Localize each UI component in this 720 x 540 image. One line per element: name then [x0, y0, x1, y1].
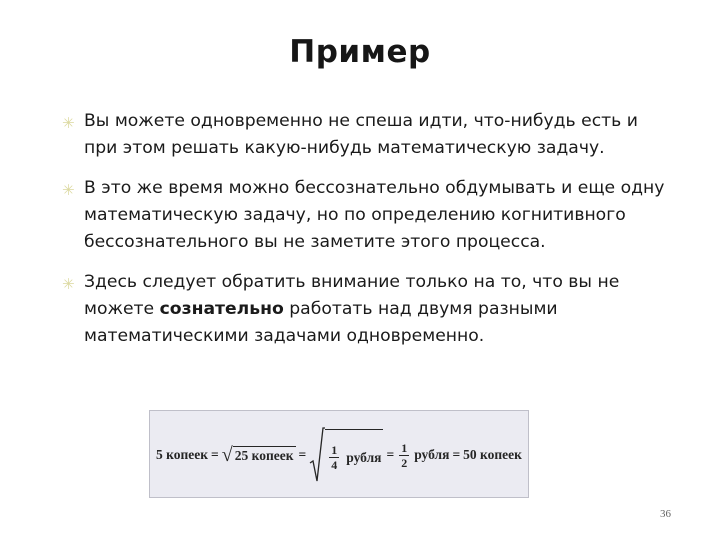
formula-equals: = [298, 447, 307, 462]
formula-term-5-kopeek: 5 копеек [156, 447, 209, 462]
formula-equals: = [386, 447, 395, 462]
sqrt-symbol: √ [221, 443, 233, 466]
page-number: 36 [660, 508, 671, 520]
formula-equals: = [452, 447, 461, 462]
formula-image [149, 410, 529, 498]
fraction-one-quarter: $\frac{1}{4}$ [331, 443, 338, 472]
formula-radicand-25-kopeek: 25 копеек [234, 448, 294, 463]
slide-title: Пример [289, 34, 431, 70]
bullet-text-after: работать над двумя разными математическими задачами одновременно. [84, 299, 558, 346]
star-bullet-icon: ✳ [62, 114, 75, 132]
formula-rubl: рубля [346, 449, 382, 465]
formula-big-root [309, 425, 383, 485]
formula-result: 50 копеек [463, 447, 522, 462]
bullet-text: В это же время можно бессознательно обдумывать и еще одну математическую задачу, но по определению когнитивного бессознательного вы не заметите этого процесса. [84, 178, 665, 252]
bullet-item [62, 175, 672, 256]
bullet-list [62, 108, 672, 350]
star-bullet-icon: ✳ [62, 275, 75, 293]
formula-equals: = [211, 447, 219, 462]
bullet-text: Вы можете одновременно не спеша идти, что-нибудь есть и при этом решать какую-нибудь математическую задачу. [84, 111, 638, 158]
star-bullet-icon: ✳ [62, 181, 75, 199]
bullet-bold-word: сознательно [159, 299, 284, 319]
bullet-item [62, 108, 672, 162]
formula-rubl: рубля [414, 447, 450, 462]
formula [156, 421, 522, 489]
bullet-item [62, 269, 672, 350]
fraction-one-half: $\frac{1}{2}$ [401, 440, 408, 470]
radical-sign-icon [309, 425, 325, 485]
bullet-text-before: Здесь следует обратить внимание только на то, что вы не можете [84, 272, 620, 319]
